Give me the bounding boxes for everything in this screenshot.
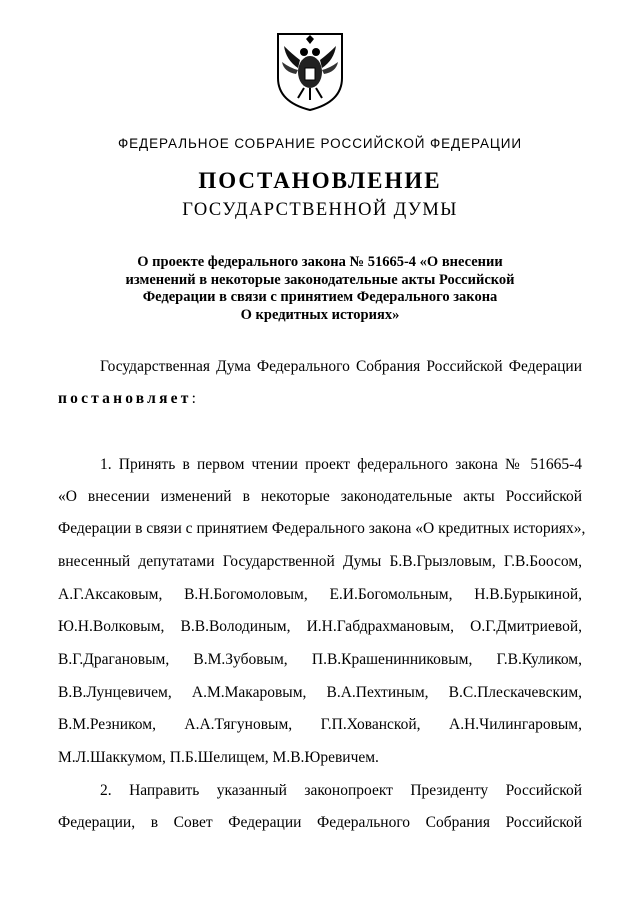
body-line: 1. Принять в первом чтении проект федерального закона № 51665-4 [100, 456, 582, 473]
body-line: 2. Направить указанный законопроект Президенту Российской [100, 782, 582, 799]
subject-line: О проекте федерального закона № 51665-4 «О внесении [137, 254, 503, 270]
body-line: Федерации, в Совет Федерации Федерального Собрания Российской [58, 814, 582, 831]
body-line: В.В.Лунцевичем, А.М.Макаровым, В.А.Пехтиным, В.С.Плескачевским, [58, 684, 582, 701]
document-subtitle: ГОСУДАРСТВЕННОЙ ДУМЫ [182, 200, 458, 220]
body-line: внесенный депутатами Государственной Думы Б.В.Грызловым, Г.В.Боосом, [58, 553, 582, 570]
subject-line: изменений в некоторые законодательные акты Российской [125, 271, 515, 288]
body-line: «О внесении изменений в некоторые законодательные акты Российской [58, 488, 582, 505]
preamble-line: Государственная Дума Федерального Собрания Российской Федерации [100, 358, 582, 375]
decree-suffix: : [191, 390, 196, 407]
subject-line: Федерации в связи с принятием Федерального закона [142, 289, 498, 305]
assembly-heading: ФЕДЕРАЛЬНОЕ СОБРАНИЕ РОССИЙСКОЙ ФЕДЕРАЦИИ [117, 136, 522, 151]
subject-line: О кредитных историях» [240, 306, 400, 323]
body-line: Федерации в связи с принятием Федерального закона «О кредитных историях», [58, 520, 586, 537]
body-line: Ю.Н.Волковым, В.В.Володиным, И.Н.Габдрахмановым, О.Г.Дмитриевой, [58, 618, 582, 635]
document-subject [100, 254, 540, 324]
body-line: М.Л.Шаккумом, П.Б.Шелищем, М.В.Юревичем. [58, 749, 379, 766]
decree-word: постановляет [58, 390, 192, 407]
body-line: А.Г.Аксаковым, В.Н.Богомоловым, Е.И.Богомольным, Н.В.Бурыкиной, [58, 586, 582, 603]
body-line: В.М.Резником, А.А.Тягуновым, Г.П.Хованской, А.Н.Чилингаровым, [58, 716, 582, 733]
coat-of-arms-icon [274, 30, 346, 112]
document-title: ПОСТАНОВЛЕНИЕ [198, 168, 442, 193]
decree-line [58, 390, 582, 408]
body-line: В.Г.Драгановым, В.М.Зубовым, П.В.Крашенинниковым, Г.В.Куликом, [58, 651, 582, 668]
